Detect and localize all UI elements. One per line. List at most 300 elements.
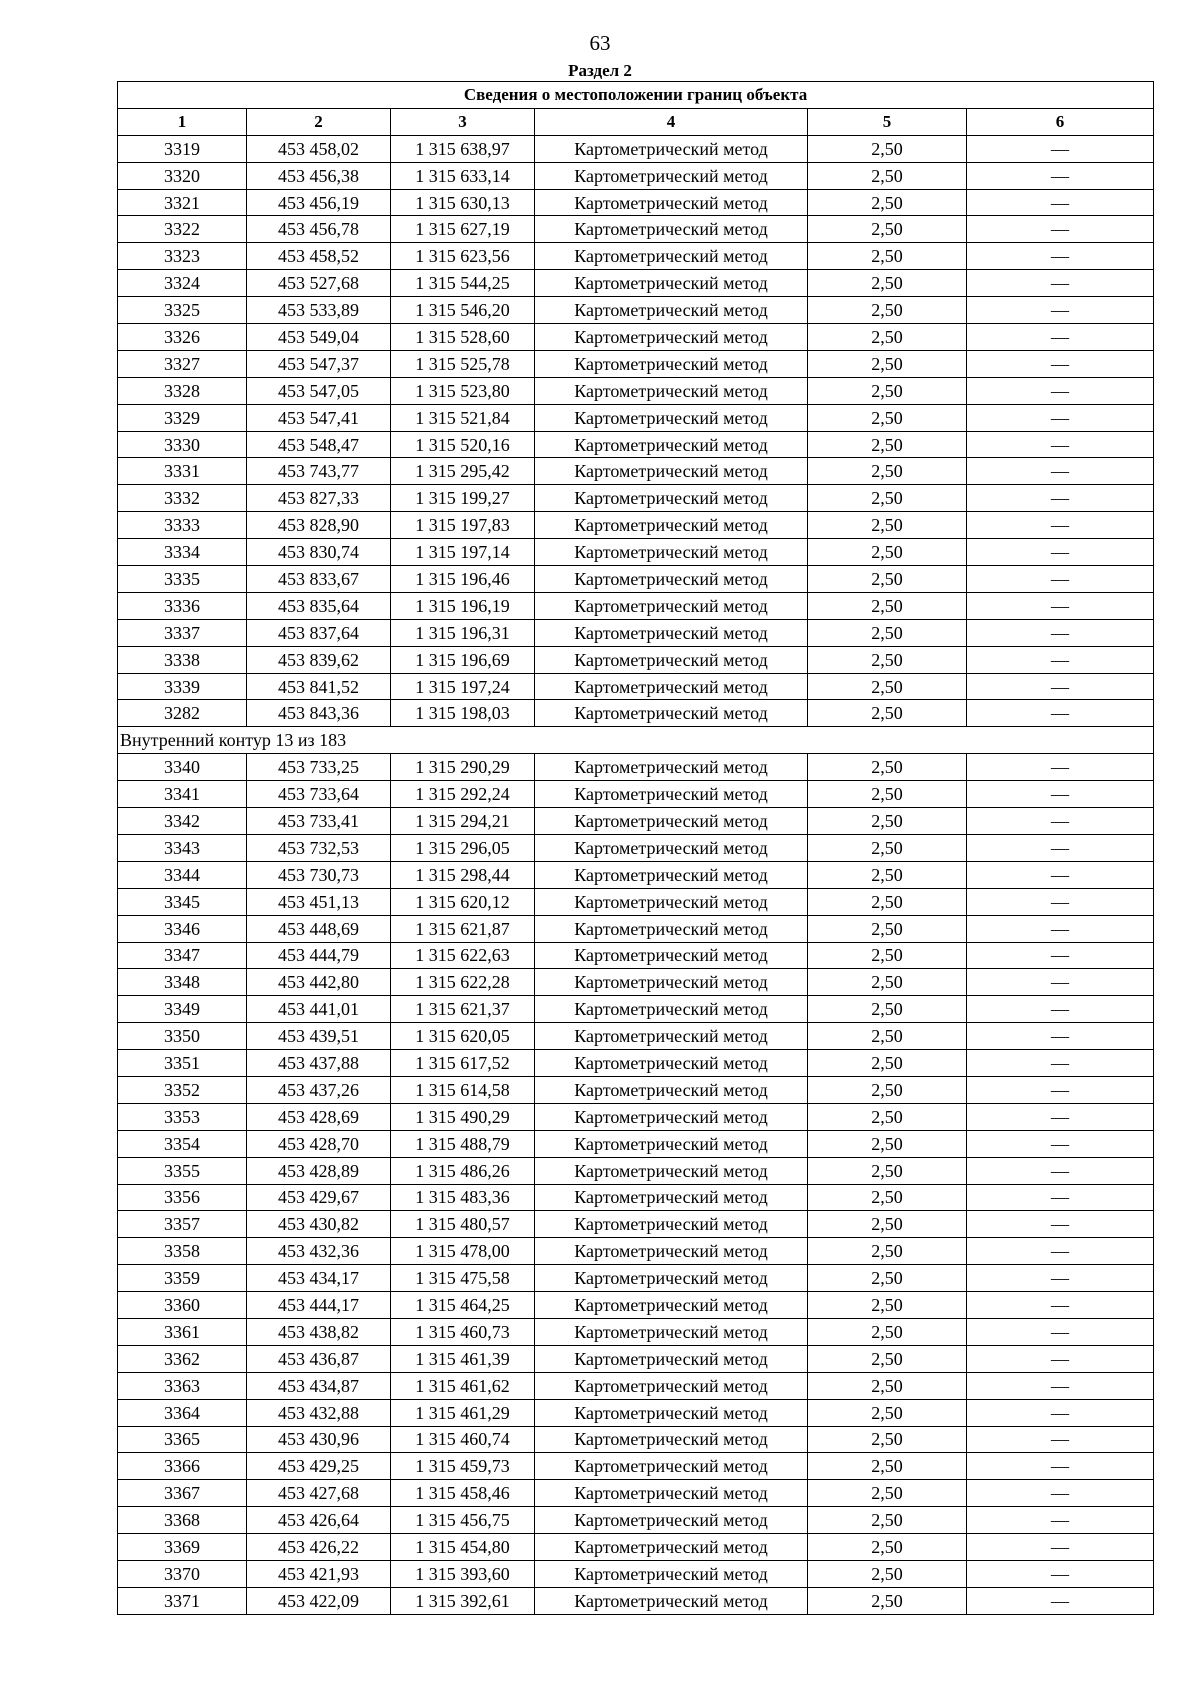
contour-row: [118, 727, 1154, 754]
table-cell: 2,50: [808, 781, 967, 808]
table-row: [118, 485, 1154, 512]
table-row: [118, 619, 1154, 646]
table-cell: 2,50: [808, 969, 967, 996]
table-cell: 3340: [118, 754, 247, 781]
contour-section: [118, 727, 1154, 754]
table-cell: 3321: [118, 189, 247, 216]
table-cell: 1 315 620,05: [391, 1023, 535, 1050]
table-cell: 453 549,04: [247, 324, 391, 351]
table-cell: —: [967, 1050, 1154, 1077]
table-cell: 2,50: [808, 1076, 967, 1103]
table-cell: 3337: [118, 619, 247, 646]
table-row: [118, 1560, 1154, 1587]
table-cell: 453 434,87: [247, 1372, 391, 1399]
column-header: 1: [118, 108, 247, 135]
table-cell: 3327: [118, 350, 247, 377]
table-cell: 2,50: [808, 1103, 967, 1130]
table-cell: 2,50: [808, 1426, 967, 1453]
table-cell: 2,50: [808, 1453, 967, 1480]
table-cell: —: [967, 1534, 1154, 1561]
table-cell: 3323: [118, 243, 247, 270]
table-cell: 453 547,41: [247, 404, 391, 431]
table-cell: —: [967, 861, 1154, 888]
table-cell: —: [967, 834, 1154, 861]
table-cell: —: [967, 1372, 1154, 1399]
table-cell: Картометрический метод: [535, 1211, 808, 1238]
table-cell: 1 315 621,87: [391, 915, 535, 942]
table-cell: 1 315 490,29: [391, 1103, 535, 1130]
table-row: [118, 216, 1154, 243]
table-cell: 453 430,82: [247, 1211, 391, 1238]
table-cell: Картометрический метод: [535, 834, 808, 861]
table-cell: 3361: [118, 1318, 247, 1345]
table-cell: Картометрический метод: [535, 808, 808, 835]
table-row: [118, 270, 1154, 297]
table-cell: 1 315 627,19: [391, 216, 535, 243]
table-cell: 3360: [118, 1292, 247, 1319]
table-cell: Картометрический метод: [535, 1265, 808, 1292]
table-cell: 2,50: [808, 216, 967, 243]
table-cell: —: [967, 270, 1154, 297]
table-cell: 3331: [118, 458, 247, 485]
table-cell: —: [967, 377, 1154, 404]
table-cell: Картометрический метод: [535, 458, 808, 485]
table-cell: 453 843,36: [247, 700, 391, 727]
table-row: [118, 969, 1154, 996]
table-cell: 2,50: [808, 1023, 967, 1050]
table-cell: 1 315 460,73: [391, 1318, 535, 1345]
table-cell: —: [967, 996, 1154, 1023]
table-cell: 3336: [118, 592, 247, 619]
table-cell: —: [967, 942, 1154, 969]
table-cell: —: [967, 350, 1154, 377]
table-cell: 3328: [118, 377, 247, 404]
table-cell: 3354: [118, 1130, 247, 1157]
table-cell: Картометрический метод: [535, 1453, 808, 1480]
table-cell: 3359: [118, 1265, 247, 1292]
table-cell: 453 428,69: [247, 1103, 391, 1130]
table-row: [118, 189, 1154, 216]
table-row: [118, 1534, 1154, 1561]
table-cell: Картометрический метод: [535, 673, 808, 700]
table-row: [118, 861, 1154, 888]
table-cell: Картометрический метод: [535, 942, 808, 969]
table-cell: 453 830,74: [247, 539, 391, 566]
table-row: [118, 297, 1154, 324]
table-cell: 453 458,52: [247, 243, 391, 270]
table-cell: 3357: [118, 1211, 247, 1238]
table-cell: 453 429,25: [247, 1453, 391, 1480]
table-cell: Картометрический метод: [535, 888, 808, 915]
table-row: [118, 834, 1154, 861]
table-cell: —: [967, 566, 1154, 593]
table-cell: —: [967, 1345, 1154, 1372]
table-cell: 1 315 623,56: [391, 243, 535, 270]
table-row: [118, 1265, 1154, 1292]
table-cell: —: [967, 1480, 1154, 1507]
table-cell: 3363: [118, 1372, 247, 1399]
table-cell: 453 733,25: [247, 754, 391, 781]
table-cell: —: [967, 324, 1154, 351]
table-row: [118, 1345, 1154, 1372]
table-cell: 2,50: [808, 377, 967, 404]
table-cell: 453 456,19: [247, 189, 391, 216]
table-cell: 453 730,73: [247, 861, 391, 888]
table-cell: 1 315 392,61: [391, 1587, 535, 1614]
table-cell: 2,50: [808, 431, 967, 458]
table-cell: —: [967, 1587, 1154, 1614]
table-cell: —: [967, 485, 1154, 512]
table-cell: —: [967, 1130, 1154, 1157]
table-cell: 453 827,33: [247, 485, 391, 512]
table-cell: Картометрический метод: [535, 1238, 808, 1265]
table-cell: Картометрический метод: [535, 539, 808, 566]
table-cell: Картометрический метод: [535, 754, 808, 781]
table-cell: 453 426,64: [247, 1507, 391, 1534]
table-cell: 2,50: [808, 539, 967, 566]
table-cell: 1 315 546,20: [391, 297, 535, 324]
table-cell: —: [967, 1560, 1154, 1587]
table-cell: —: [967, 539, 1154, 566]
table-cell: 3319: [118, 135, 247, 162]
table-cell: Картометрический метод: [535, 996, 808, 1023]
table-cell: 2,50: [808, 189, 967, 216]
table-cell: 1 315 294,21: [391, 808, 535, 835]
table-body-before: [118, 135, 1154, 727]
table-cell: —: [967, 189, 1154, 216]
table-cell: 2,50: [808, 566, 967, 593]
table-cell: —: [967, 404, 1154, 431]
table-cell: 3350: [118, 1023, 247, 1050]
table-cell: Картометрический метод: [535, 592, 808, 619]
table-cell: 2,50: [808, 485, 967, 512]
column-header: 6: [967, 108, 1154, 135]
table-cell: Картометрический метод: [535, 162, 808, 189]
table-cell: 3348: [118, 969, 247, 996]
table-cell: 453 839,62: [247, 646, 391, 673]
table-row: [118, 431, 1154, 458]
table-row: [118, 1076, 1154, 1103]
table-cell: Картометрический метод: [535, 700, 808, 727]
table-cell: 2,50: [808, 592, 967, 619]
table-cell: 1 315 199,27: [391, 485, 535, 512]
table-row: [118, 324, 1154, 351]
table-cell: 3343: [118, 834, 247, 861]
table-cell: 3345: [118, 888, 247, 915]
table-cell: 3355: [118, 1157, 247, 1184]
table-row: [118, 1184, 1154, 1211]
table-cell: Картометрический метод: [535, 1507, 808, 1534]
table-cell: 1 315 461,39: [391, 1345, 535, 1372]
table-row: [118, 404, 1154, 431]
table-cell: 3351: [118, 1050, 247, 1077]
table-row: [118, 996, 1154, 1023]
table-cell: 3335: [118, 566, 247, 593]
table-cell: 2,50: [808, 1534, 967, 1561]
table-cell: 1 315 464,25: [391, 1292, 535, 1319]
table-cell: Картометрический метод: [535, 243, 808, 270]
table-cell: —: [967, 1292, 1154, 1319]
table-cell: 453 432,36: [247, 1238, 391, 1265]
table-cell: Картометрический метод: [535, 350, 808, 377]
table-cell: 3352: [118, 1076, 247, 1103]
table-cell: Картометрический метод: [535, 781, 808, 808]
table-cell: 2,50: [808, 942, 967, 969]
table-cell: —: [967, 888, 1154, 915]
table-cell: 3362: [118, 1345, 247, 1372]
table-cell: Картометрический метод: [535, 969, 808, 996]
table-row: [118, 539, 1154, 566]
table-cell: 2,50: [808, 243, 967, 270]
table-cell: —: [967, 673, 1154, 700]
table-cell: 2,50: [808, 297, 967, 324]
table-cell: 1 315 454,80: [391, 1534, 535, 1561]
table-cell: Картометрический метод: [535, 189, 808, 216]
table-cell: 1 315 290,29: [391, 754, 535, 781]
table-cell: 453 437,88: [247, 1050, 391, 1077]
table-cell: —: [967, 1238, 1154, 1265]
table-row: [118, 458, 1154, 485]
table-cell: 3371: [118, 1587, 247, 1614]
table-cell: 3367: [118, 1480, 247, 1507]
table-cell: 3339: [118, 673, 247, 700]
table-cell: 453 833,67: [247, 566, 391, 593]
table-cell: 1 315 456,75: [391, 1507, 535, 1534]
table-cell: 453 429,67: [247, 1184, 391, 1211]
table-cell: 453 448,69: [247, 915, 391, 942]
table-row: [118, 1480, 1154, 1507]
table-cell: —: [967, 1507, 1154, 1534]
table-row: [118, 700, 1154, 727]
table-cell: Картометрический метод: [535, 512, 808, 539]
column-header: 4: [535, 108, 808, 135]
table-cell: 3365: [118, 1426, 247, 1453]
table-cell: 3368: [118, 1507, 247, 1534]
table-cell: 2,50: [808, 996, 967, 1023]
table-cell: 1 315 633,14: [391, 162, 535, 189]
table-cell: 3370: [118, 1560, 247, 1587]
table-cell: 453 743,77: [247, 458, 391, 485]
table-row: [118, 1211, 1154, 1238]
table-cell: 453 430,96: [247, 1426, 391, 1453]
table-row: [118, 1238, 1154, 1265]
table-cell: —: [967, 1399, 1154, 1426]
table-row: [118, 808, 1154, 835]
table-cell: 2,50: [808, 458, 967, 485]
table-cell: —: [967, 1103, 1154, 1130]
table-cell: 2,50: [808, 324, 967, 351]
table-row: [118, 135, 1154, 162]
table-cell: —: [967, 915, 1154, 942]
table-cell: 2,50: [808, 1318, 967, 1345]
table-cell: —: [967, 1453, 1154, 1480]
table-cell: 453 456,38: [247, 162, 391, 189]
table-cell: 1 315 525,78: [391, 350, 535, 377]
table-cell: Картометрический метод: [535, 1534, 808, 1561]
table-cell: 1 315 461,29: [391, 1399, 535, 1426]
table-cell: 1 315 478,00: [391, 1238, 535, 1265]
table-cell: Картометрический метод: [535, 1023, 808, 1050]
table-cell: —: [967, 512, 1154, 539]
table-cell: 1 315 621,37: [391, 996, 535, 1023]
table-cell: 1 315 630,13: [391, 189, 535, 216]
column-header: 3: [391, 108, 535, 135]
table-cell: 453 837,64: [247, 619, 391, 646]
table-cell: 453 733,64: [247, 781, 391, 808]
table-row: [118, 646, 1154, 673]
table-cell: 3364: [118, 1399, 247, 1426]
table-cell: 453 421,93: [247, 1560, 391, 1587]
table-cell: 2,50: [808, 270, 967, 297]
table-cell: 3353: [118, 1103, 247, 1130]
table-cell: —: [967, 135, 1154, 162]
table-cell: 453 427,68: [247, 1480, 391, 1507]
table-cell: 3322: [118, 216, 247, 243]
table-row: [118, 377, 1154, 404]
table-cell: 2,50: [808, 673, 967, 700]
table-cell: —: [967, 808, 1154, 835]
table-cell: Картометрический метод: [535, 1292, 808, 1319]
table-row: [118, 1318, 1154, 1345]
table-cell: Картометрический метод: [535, 619, 808, 646]
table-cell: 453 434,17: [247, 1265, 391, 1292]
table-cell: 1 315 620,12: [391, 888, 535, 915]
table-cell: 2,50: [808, 619, 967, 646]
table-cell: Картометрический метод: [535, 404, 808, 431]
table-cell: 1 315 196,69: [391, 646, 535, 673]
table-cell: 1 315 197,24: [391, 673, 535, 700]
table-cell: 3332: [118, 485, 247, 512]
table-row: [118, 592, 1154, 619]
table-cell: 1 315 292,24: [391, 781, 535, 808]
table-cell: 1 315 638,97: [391, 135, 535, 162]
table-row: [118, 1130, 1154, 1157]
table-cell: Картометрический метод: [535, 1318, 808, 1345]
table-cell: 3349: [118, 996, 247, 1023]
table-cell: 2,50: [808, 1560, 967, 1587]
table-cell: —: [967, 216, 1154, 243]
table-cell: 453 432,88: [247, 1399, 391, 1426]
table-cell: 453 436,87: [247, 1345, 391, 1372]
table-cell: 2,50: [808, 1292, 967, 1319]
table-cell: —: [967, 646, 1154, 673]
table-cell: Картометрический метод: [535, 324, 808, 351]
table-cell: 2,50: [808, 915, 967, 942]
table-cell: —: [967, 781, 1154, 808]
table-cell: —: [967, 243, 1154, 270]
table-cell: Картометрический метод: [535, 1587, 808, 1614]
table-cell: 1 315 622,28: [391, 969, 535, 996]
table-cell: Картометрический метод: [535, 861, 808, 888]
table-cell: 453 533,89: [247, 297, 391, 324]
table-row: [118, 673, 1154, 700]
table-cell: 3369: [118, 1534, 247, 1561]
table-cell: 2,50: [808, 1184, 967, 1211]
table-cell: Картометрический метод: [535, 1399, 808, 1426]
table-cell: 3341: [118, 781, 247, 808]
table-cell: 453 841,52: [247, 673, 391, 700]
table-cell: Картометрический метод: [535, 270, 808, 297]
table-cell: 1 315 528,60: [391, 324, 535, 351]
table-row: [118, 162, 1154, 189]
table-cell: 1 315 520,16: [391, 431, 535, 458]
table-cell: Картометрический метод: [535, 915, 808, 942]
table-row: [118, 781, 1154, 808]
column-header-row: [118, 108, 1154, 135]
table-cell: 3356: [118, 1184, 247, 1211]
page-number: 63: [589, 31, 611, 55]
table-cell: 453 426,22: [247, 1534, 391, 1561]
table-cell: 3326: [118, 324, 247, 351]
table-cell: 453 456,78: [247, 216, 391, 243]
table-cell: 3358: [118, 1238, 247, 1265]
table-cell: 1 315 617,52: [391, 1050, 535, 1077]
table-cell: 3344: [118, 861, 247, 888]
table-cell: 2,50: [808, 1372, 967, 1399]
table-body-after: [118, 754, 1154, 1615]
table-cell: —: [967, 754, 1154, 781]
table-cell: —: [967, 297, 1154, 324]
table-row: [118, 1399, 1154, 1426]
table-cell: 453 451,13: [247, 888, 391, 915]
table-cell: 1 315 197,14: [391, 539, 535, 566]
table-cell: —: [967, 162, 1154, 189]
table-cell: Картометрический метод: [535, 1184, 808, 1211]
table-cell: 1 315 393,60: [391, 1560, 535, 1587]
table-cell: Картометрический метод: [535, 1076, 808, 1103]
table-cell: Картометрический метод: [535, 377, 808, 404]
table-cell: 2,50: [808, 646, 967, 673]
table-cell: —: [967, 1318, 1154, 1345]
table-row: [118, 888, 1154, 915]
table-cell: 1 315 196,19: [391, 592, 535, 619]
table-cell: 453 458,02: [247, 135, 391, 162]
table-cell: 1 315 486,26: [391, 1157, 535, 1184]
table-cell: 1 315 298,44: [391, 861, 535, 888]
table-cell: 2,50: [808, 700, 967, 727]
table-row: [118, 350, 1154, 377]
table-cell: 3330: [118, 431, 247, 458]
table-cell: —: [967, 458, 1154, 485]
table-cell: 1 315 461,62: [391, 1372, 535, 1399]
table-cell: 2,50: [808, 754, 967, 781]
table-cell: Картометрический метод: [535, 1157, 808, 1184]
table-cell: 453 428,70: [247, 1130, 391, 1157]
table-cell: 1 315 295,42: [391, 458, 535, 485]
table-cell: 1 315 488,79: [391, 1130, 535, 1157]
table-cell: 453 548,47: [247, 431, 391, 458]
table-cell: 453 444,79: [247, 942, 391, 969]
table-cell: 2,50: [808, 404, 967, 431]
table-cell: 2,50: [808, 1587, 967, 1614]
table-cell: 1 315 523,80: [391, 377, 535, 404]
table-cell: 3347: [118, 942, 247, 969]
table-row: [118, 1103, 1154, 1130]
table-cell: 1 315 622,63: [391, 942, 535, 969]
table-cell: 3320: [118, 162, 247, 189]
table-row: [118, 566, 1154, 593]
table-cell: 2,50: [808, 1211, 967, 1238]
table-cell: 1 315 460,74: [391, 1426, 535, 1453]
table-cell: 1 315 198,03: [391, 700, 535, 727]
table-cell: 2,50: [808, 1399, 967, 1426]
table-row: [118, 1426, 1154, 1453]
table-cell: —: [967, 1184, 1154, 1211]
table-cell: 3346: [118, 915, 247, 942]
table-cell: 2,50: [808, 888, 967, 915]
table-cell: 3324: [118, 270, 247, 297]
table-cell: —: [967, 431, 1154, 458]
